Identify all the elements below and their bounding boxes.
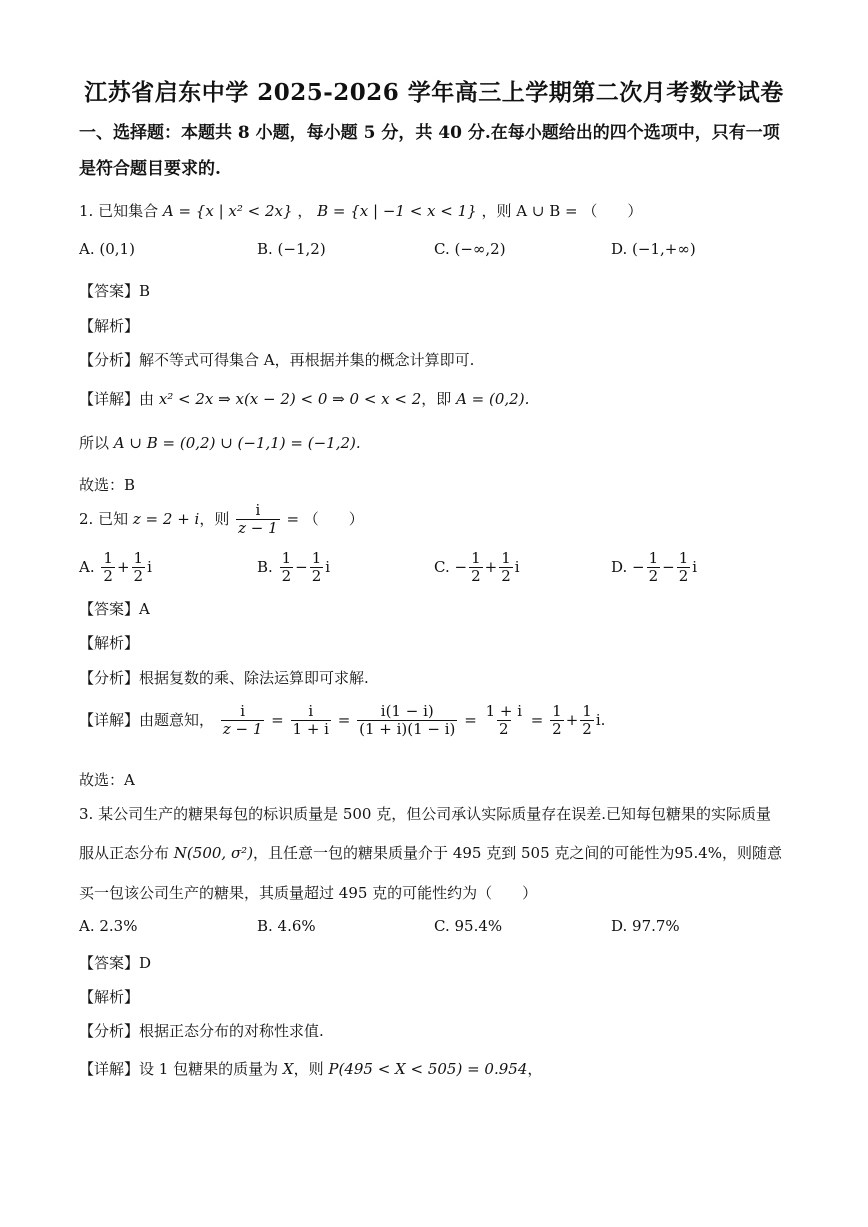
q2-detail-frac3: $\frac{i(1 - i)}{(1 + i)(1 - i)}$: [359, 702, 456, 739]
q3-option-c: C. 95.4%: [434, 917, 503, 935]
option-letter: A.: [79, 557, 95, 576]
q3-line2-suffix: ，则随意: [722, 844, 783, 862]
q3-fenxi: [79, 1020, 324, 1041]
q2-frac-num: i: [255, 501, 261, 519]
q1-stem: [79, 200, 642, 221]
q2-option-a: A. $\frac{1}{2}$ + $\frac{1}{2}$ i: [79, 549, 152, 586]
q3-analysis-label: 【解析】: [79, 988, 140, 1006]
q1-stem-suffix: ，则 A ∪ B = （ ）: [481, 202, 643, 220]
q1-set-a: A = {x | x² < 2x}: [162, 202, 293, 220]
fenxi-label: 【分析】: [79, 351, 140, 369]
q3-answer-value: D: [139, 954, 152, 972]
q1-stem-prefix: 1. 已知集合: [79, 202, 159, 220]
q1-line2-math: A ∪ B = (0,2) ∪ (−1,1) = (−1,2).: [113, 434, 361, 452]
q2-fenxi-text: 根据复数的乘、除法运算即可求解.: [139, 669, 369, 687]
page-title: 江苏省启东中学 2025-2026 学年高三上学期第二次月考数学试卷: [84, 79, 784, 106]
option-letter: C.: [434, 557, 450, 576]
fenxi-label: 【分析】: [79, 669, 140, 687]
q3-line2-pct: 95.4%: [674, 844, 723, 862]
q1-option-b: B. (−1,2): [257, 240, 326, 258]
choose-label: 故选：: [79, 771, 125, 789]
q1-detail: [79, 388, 529, 409]
q3-detail-suffix: ，: [527, 1060, 543, 1078]
q3-line2-prefix: 服从正态分布: [79, 844, 170, 862]
q2-detail-frac1: $\frac{i}{z - 1}$: [222, 702, 263, 739]
q3-line2-mid: ，且任意一包的糖果质量介于 495 克到 505 克之间的可能性为: [253, 844, 675, 862]
q3-detail-mid: ，则: [293, 1060, 324, 1078]
q1-option-d: D. (−1,+∞): [611, 240, 696, 258]
q3-line2: [79, 842, 782, 863]
q1-detail-mid: ，即: [421, 390, 452, 408]
q2-answer-value: A: [139, 600, 150, 618]
q2-detail: 【详解】由题意知， $\frac{i}{z - 1}$ = $\frac{i}{1 + i}$ = $\frac{i(1 - i)}{(1 + i)(1 - i)}$ = $\frac{1 + i}{2}$ = $\frac{1}{2}$ + $\frac{1}{2}$ i.: [79, 702, 606, 739]
q1-detail-prefix: 由: [139, 390, 155, 408]
q2-detail-frac2: $\frac{i}{1 + i}$: [292, 702, 329, 739]
q3-fenxi-text: 根据正态分布的对称性求值.: [139, 1022, 324, 1040]
q2-stem-suffix: = （ ）: [286, 509, 364, 528]
q1-answer: [79, 280, 150, 301]
q2-detail-prefix: 由题意知，: [139, 710, 215, 729]
q2-option-b: B. $\frac{1}{2}$ − $\frac{1}{2}$ i: [257, 549, 331, 586]
answer-label: 【答案】: [79, 282, 140, 300]
q1-comma: ，: [297, 202, 313, 220]
q2-option-d: D. − $\frac{1}{2}$ − $\frac{1}{2}$ i: [611, 549, 698, 586]
q2-stem-fraction: [236, 502, 280, 538]
answer-label: 【答案】: [79, 600, 140, 618]
q3-answer: [79, 952, 151, 973]
q1-fenxi-text: 解不等式可得集合 A，再根据并集的概念计算即可.: [139, 351, 475, 369]
q1-detail-line2: [79, 432, 361, 453]
q1-choose: [79, 474, 135, 495]
section-heading-line1: 一、选择题：本题共 8 小题，每小题 5 分，共 40 分.在每小题给出的四个选项中，只有一项: [79, 123, 780, 143]
q2-answer: [79, 598, 150, 619]
section-heading-line2: 是符合题目要求的.: [79, 159, 221, 179]
q3-option-b: B. 4.6%: [257, 917, 316, 935]
detail-label: 【详解】: [79, 1060, 140, 1078]
q2-given: z = 2 + i: [132, 509, 200, 528]
detail-label: 【详解】: [79, 390, 140, 408]
q1-answer-value: B: [139, 282, 151, 300]
q3-line3: 买一包该公司生产的糖果，其质量超过 495 克的可能性约为（ ）: [79, 884, 538, 902]
q2-choose: [79, 769, 135, 790]
q2-detail-frac6: $\frac{1}{2}$: [582, 702, 592, 739]
q1-analysis-label: 【解析】: [79, 317, 140, 335]
q3-detail-prefix: 设 1 包糖果的质量为: [139, 1060, 279, 1078]
q3-option-d: D. 97.7%: [611, 917, 680, 935]
q1-detail-math: x² < 2x ⇒ x(x − 2) < 0 ⇒ 0 < x < 2: [158, 390, 422, 408]
detail-label: 【详解】: [79, 710, 140, 729]
q2-option-c: C. − $\frac{1}{2}$ + $\frac{1}{2}$ i: [434, 549, 520, 586]
q2-fenxi: [79, 667, 369, 688]
q2-detail-frac4: $\frac{1 + i}{2}$: [485, 702, 523, 739]
q1-choose-value: B: [124, 476, 136, 494]
q2-detail-frac5: $\frac{1}{2}$: [552, 702, 562, 739]
q3-line1: 3. 某公司生产的糖果每包的标识质量是 500 克，但公司承认实际质量存在误差.已知每包糖果的实际质量: [79, 805, 772, 823]
q2-frac-den: z − 1: [238, 519, 278, 538]
q1-set-b: B = {x | −1 < x < 1}: [317, 202, 477, 220]
q1-option-c: C. (−∞,2): [434, 240, 506, 258]
q1-fenxi: [79, 349, 474, 370]
q1-option-a: A. (0,1): [79, 240, 135, 258]
q2-choose-value: A: [124, 771, 135, 789]
fenxi-label: 【分析】: [79, 1022, 140, 1040]
q1-detail-result: A = (0,2).: [456, 390, 530, 408]
option-letter: D.: [611, 557, 628, 576]
q3-detail-math: P(495 < X < 505) = 0.954: [328, 1060, 528, 1078]
choose-label: 故选：: [79, 476, 125, 494]
q3-line2-math: N(500, σ²): [173, 844, 254, 862]
q2-analysis-label: 【解析】: [79, 634, 140, 652]
q2-stem-prefix: 2. 已知: [79, 509, 129, 528]
q1-line2-prefix: 所以: [79, 434, 110, 452]
q3-detail-var: X: [282, 1060, 294, 1078]
q2-stem: [79, 502, 364, 538]
q3-detail: [79, 1058, 542, 1079]
q2-stem-mid: ，则: [199, 509, 230, 528]
q3-option-a: A. 2.3%: [79, 917, 138, 935]
answer-label: 【答案】: [79, 954, 140, 972]
option-letter: B.: [257, 557, 273, 576]
